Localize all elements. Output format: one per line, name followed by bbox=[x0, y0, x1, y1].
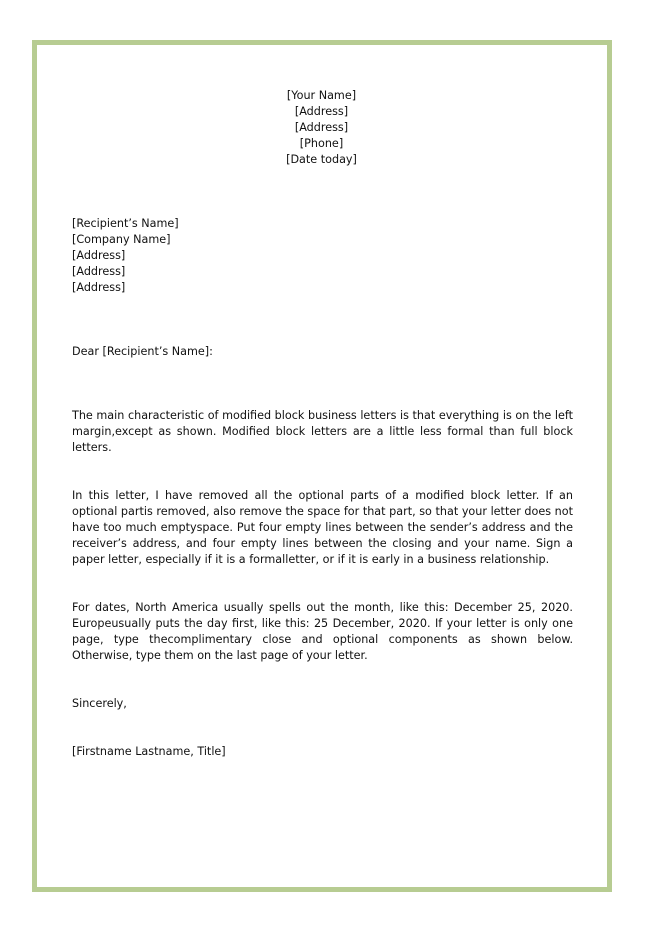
body-paragraph-1: The main characteristic of modified block business letters is that everything is on the left margin,except as shown. Modified block letters are a little less formal than full block letters. bbox=[72, 409, 573, 454]
recipient-address-1: [Address] bbox=[72, 249, 126, 262]
sender-phone: [Phone] bbox=[299, 137, 344, 150]
sender-name: [Your Name] bbox=[286, 89, 357, 102]
recipient-name: [Recipient’s Name] bbox=[72, 217, 179, 230]
sender-address-1: [Address] bbox=[294, 105, 349, 118]
recipient-block bbox=[72, 216, 573, 296]
recipient-address-3: [Address] bbox=[72, 281, 126, 294]
sender-date: [Date today] bbox=[286, 153, 357, 166]
sender-block bbox=[70, 88, 573, 168]
closing: Sincerely, bbox=[72, 697, 127, 710]
recipient-address-2: [Address] bbox=[72, 265, 126, 278]
signature: [Firstname Lastname, Title] bbox=[72, 745, 226, 758]
body-paragraph-2: In this letter, I have removed all the optional parts of a modified block letter. If an optional partis removed, also remove the space for that part, so that your letter does not have too much emptyspace. Put four empty lines between the sender’s address and the receiver’s address, and four empty lines between the closing and your name. Sign a paper letter, especially if it is a formalletter, or if it is early in a business relationship. bbox=[72, 489, 573, 566]
sender-address-2: [Address] bbox=[294, 121, 349, 134]
recipient-company: [Company Name] bbox=[72, 233, 171, 246]
body-paragraph-3: For dates, North America usually spells out the month, like this: December 25, 2020. Europeusually puts the day first, like this: 25 December, 2020. If your letter is only one page, type thecomplimentary close and optional components as shown below. Otherwise, type them on the last page of your letter. bbox=[72, 601, 573, 662]
salutation: Dear [Recipient’s Name]: bbox=[72, 345, 213, 358]
letter-body bbox=[72, 88, 573, 760]
